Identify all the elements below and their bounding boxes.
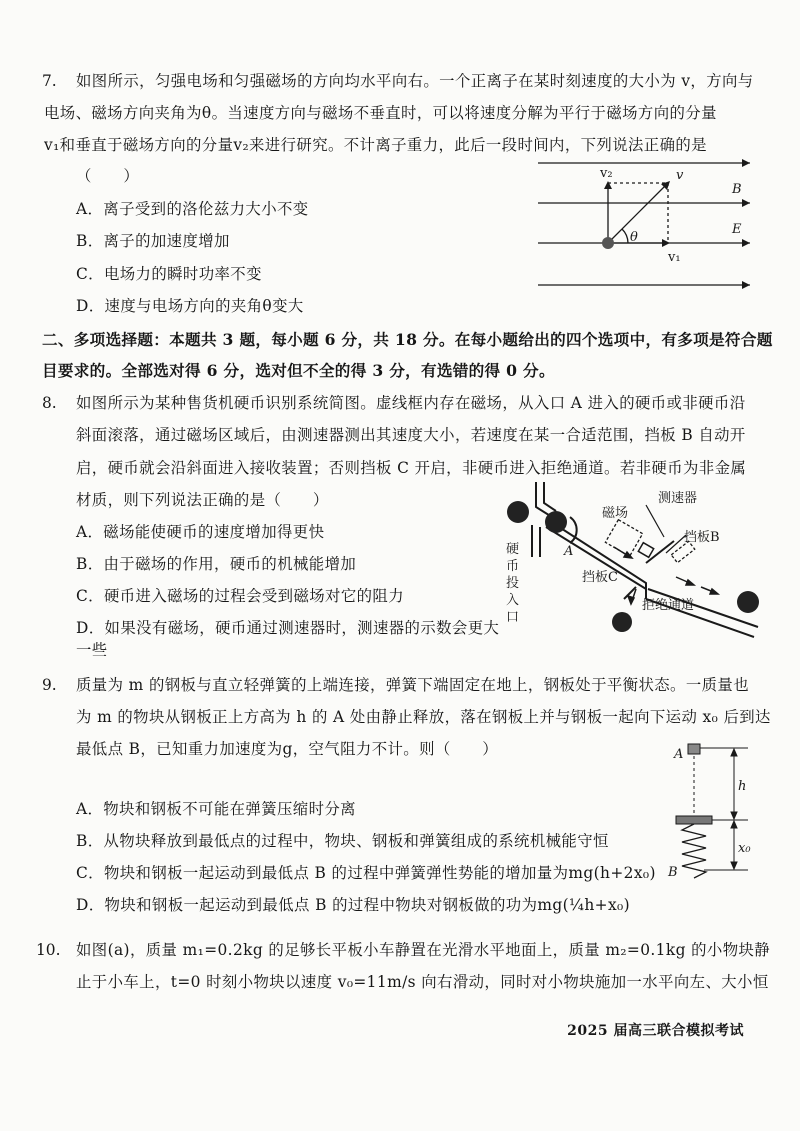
label-v: v xyxy=(676,168,684,183)
speedometer-pointer-line xyxy=(646,505,664,537)
q7-field-diagram xyxy=(530,155,760,295)
q9-number: 9. xyxy=(42,676,57,694)
q9-stem-line-2: 为 m 的物块从钢板正上方高为 h 的 A 处由静止释放，落在钢板上并与钢板一起向下运动 x₀ 后到达 xyxy=(76,708,771,726)
q7-stem-line-3: v₁和垂直于磁场方向的分量v₂来进行研究。不计离子重力，此后一段时间内，下列说法正确的是 xyxy=(44,136,707,154)
label-inlet-char-4: 入 xyxy=(506,593,520,608)
label-inlet-a: A xyxy=(564,544,574,559)
coin-4 xyxy=(612,612,632,632)
magnetic-field-box xyxy=(605,520,642,557)
q8-coin-diagram xyxy=(496,477,776,647)
label-inlet-char-2: 币 xyxy=(506,559,520,574)
q8-option-b: B．由于磁场的作用，硬币的机械能增加 xyxy=(76,555,357,573)
label-v1: v₁ xyxy=(668,250,681,265)
entry-arc xyxy=(570,517,577,543)
label-magnetic-field: 磁场 xyxy=(602,506,629,521)
steel-plate xyxy=(676,816,712,824)
q8-number: 8. xyxy=(42,394,57,412)
q10-number: 10. xyxy=(36,941,61,959)
section-2-heading-line-2: 目要求的。全部选对得 6 分，选对但不全的得 3 分，有选错的得 0 分。 xyxy=(42,361,555,380)
q7-option-a: A．离子受到的洛伦兹力大小不变 xyxy=(76,200,309,218)
coin-1 xyxy=(507,501,529,523)
coin-2 xyxy=(545,511,567,533)
label-inlet-char-5: 口 xyxy=(506,610,520,625)
q8-option-a: A．磁场能使硬币的速度增加得更快 xyxy=(76,523,325,541)
q8-option-c: C．硬币进入磁场的过程会受到磁场对它的阻力 xyxy=(76,587,404,605)
block-at-a xyxy=(688,744,700,754)
q7-stem-line-1: 如图所示，匀强电场和匀强磁场的方向均水平向右。一个正离子在某时刻速度的大小为 v，方向与 xyxy=(76,72,754,90)
spring xyxy=(682,824,706,878)
velocity-arrow xyxy=(608,183,668,243)
theta-arc xyxy=(622,229,628,243)
q9-option-b: B．从物块释放到最低点的过程中，物块、钢板和弹簧组成的系统机械能守恒 xyxy=(76,832,609,850)
q8-stem-line-1: 如图所示为某种售货机硬币识别系统简图。虚线框内存在磁场，从入口 A 进入的硬币或非硬币沿 xyxy=(76,394,746,412)
q10-stem-line-1: 如图(a)，质量 m₁=0.2kg 的足够长平板小车静置在光滑水平地面上，质量 m₂=0.1kg 的小物块静 xyxy=(76,941,771,959)
positive-ion-dot xyxy=(602,237,614,249)
baffle-b-line xyxy=(646,541,674,563)
speedometer-box xyxy=(638,543,653,558)
exam-footer: 2025 届高三联合模拟考试 xyxy=(567,1023,744,1039)
q8-option-d: D．如果没有磁场，硬币通过测速器时，测速器的示数会更大 xyxy=(76,619,500,637)
label-reject-channel: 拒绝通道 xyxy=(642,598,695,613)
q9-option-c: C．物块和钢板一起运动到最低点 B 的过程中弹簧弹性势能的增加量为mg(h+2x₀) xyxy=(76,864,656,882)
label-baffle-b: 挡板B xyxy=(684,530,720,545)
q10-stem-line-2: 止于小车上，t=0 时刻小物块以速度 v₀=11m/s 向右滑动，同时对小物块施加一水平向左、大小恒 xyxy=(76,973,769,991)
q8-stem-line-4: 材质，则下列说法正确的是（ ） xyxy=(76,491,329,509)
q9-stem-line-1: 质量为 m 的钢板与直立轻弹簧的上端连接，弹簧下端固定在地上，钢板处于平衡状态。一质量也 xyxy=(76,676,749,694)
q7-option-c: C．电场力的瞬时功率不变 xyxy=(76,265,262,283)
section-2-heading-line-1: 二、多项选择题：本题共 3 题，每小题 6 分，共 18 分。在每小题给出的四个选项中，有多项是符合题 xyxy=(42,330,773,349)
q7-option-d: D．速度与电场方向的夹角θ变大 xyxy=(76,297,304,315)
q8-stem-line-2: 斜面滚落，通过磁场区域后，由测速器测出其速度大小，若速度在某一合适范围，挡板 B 自动开 xyxy=(76,426,746,444)
coin-3 xyxy=(737,591,759,613)
q8-option-d-continued: 一些 xyxy=(76,641,108,659)
label-height-h: h xyxy=(738,779,747,794)
label-point-a: A xyxy=(674,747,684,762)
label-v2: v₂ xyxy=(600,166,613,181)
q7-option-b: B．离子的加速度增加 xyxy=(76,232,230,250)
label-x0: x₀ xyxy=(738,841,751,856)
label-E-field: E xyxy=(732,222,742,237)
label-inlet-char-3: 投 xyxy=(506,576,520,591)
q7-number: 7. xyxy=(42,72,57,90)
q9-spring-diagram xyxy=(664,738,764,898)
q8-stem-line-3: 启，硬币就会沿斜面进入接收装置；否则挡板 C 开启，非硬币进入拒绝通道。若非硬币为非金属 xyxy=(76,459,747,477)
label-baffle-c: 挡板C xyxy=(582,570,618,585)
label-theta: θ xyxy=(630,230,638,245)
q9-option-a: A．物块和钢板不可能在弹簧压缩时分离 xyxy=(76,800,356,818)
label-point-b: B xyxy=(668,865,678,880)
q9-option-d: D．物块和钢板一起运动到最低点 B 的过程中物块对钢板做的功为mg(¼h+x₀) xyxy=(76,896,631,914)
q7-stem-line-4: （ ） xyxy=(76,167,140,185)
inlet-slot xyxy=(532,525,540,557)
label-inlet-char-1: 硬 xyxy=(506,542,520,557)
q7-stem-line-2: 电场、磁场方向夹角为θ。当速度方向与磁场不垂直时，可以将速度分解为平行于磁场方向的分量 xyxy=(44,104,717,122)
label-B-field: B xyxy=(732,182,742,197)
q9-stem-line-3: 最低点 B，已知重力加速度为g，空气阻力不计。则（ ） xyxy=(76,740,499,758)
label-speedometer: 测速器 xyxy=(658,491,698,506)
